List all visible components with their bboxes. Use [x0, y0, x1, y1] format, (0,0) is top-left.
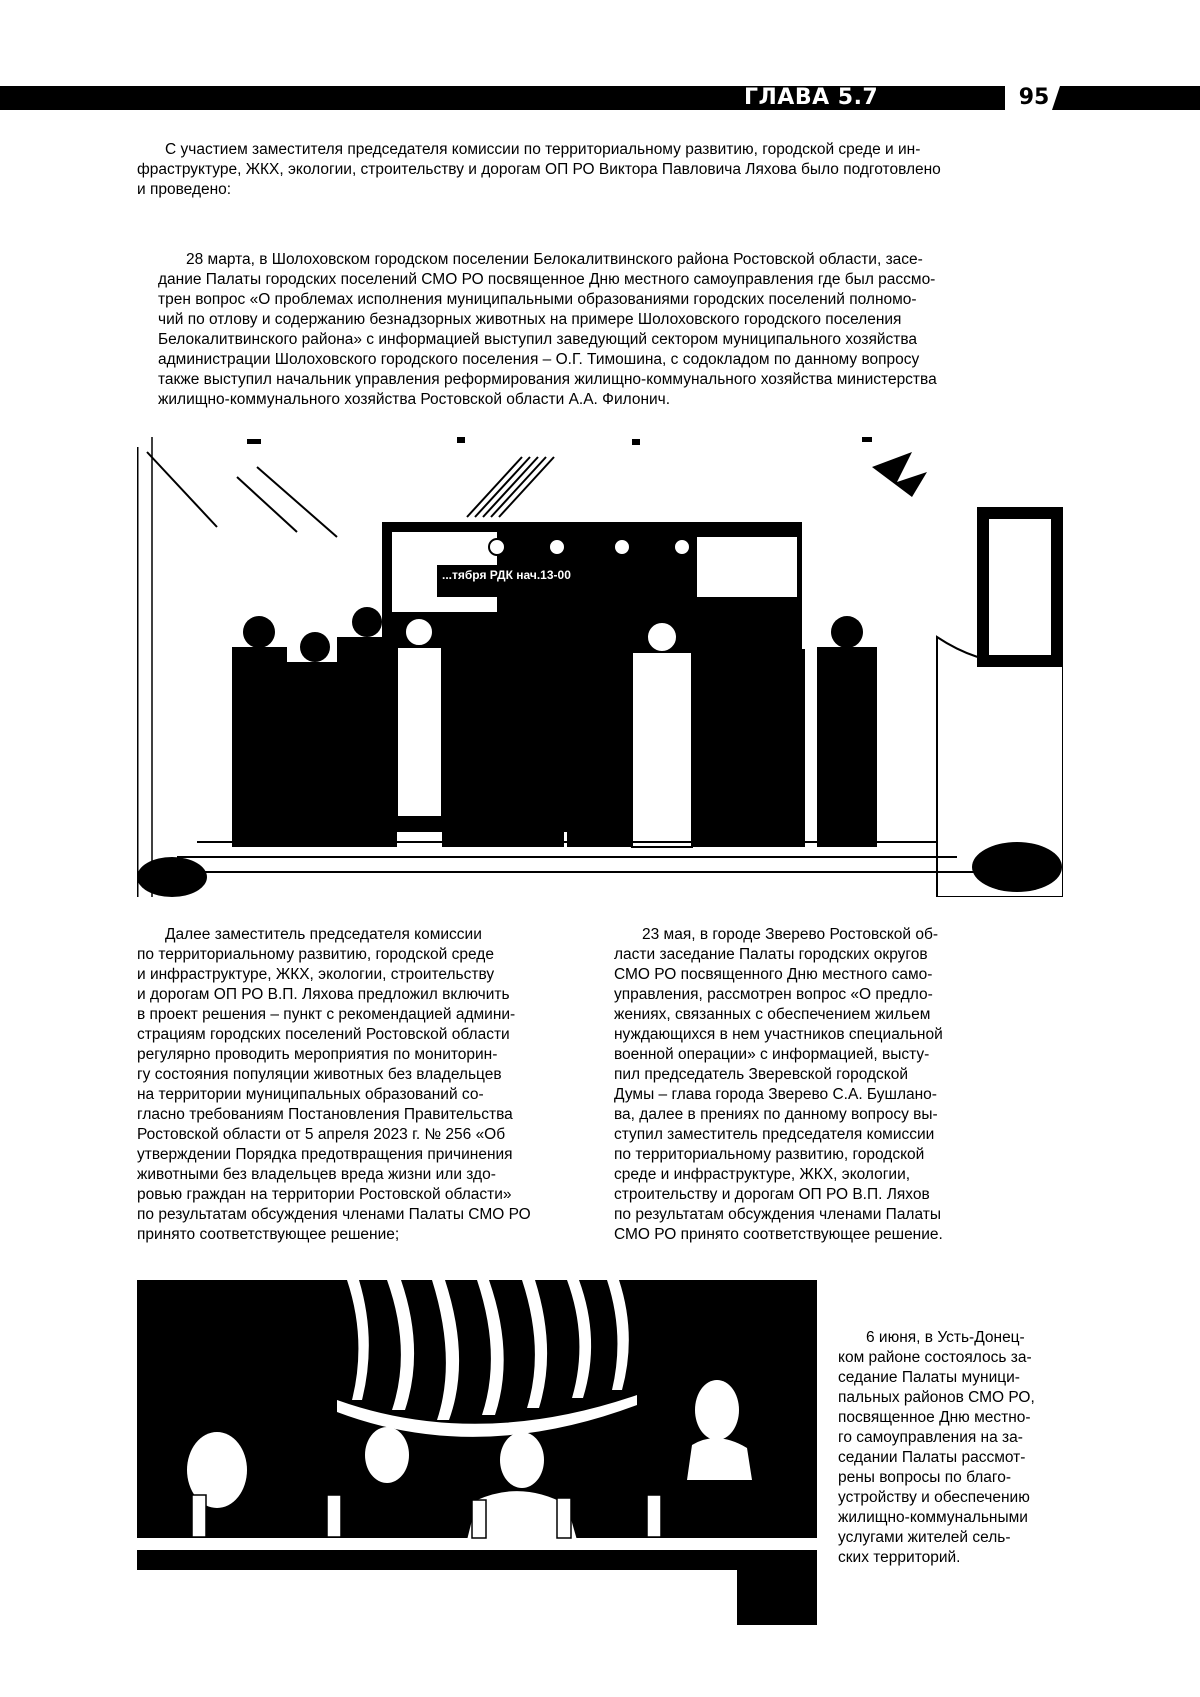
- right-column-line: по результатам обсуждения членами Палаты: [614, 1206, 941, 1223]
- right-column-line: СМО РО посвященного Дню местного само-: [614, 966, 933, 983]
- right-column-line: ступил заместитель председателя комиссии: [614, 1126, 935, 1143]
- left-column-line: гласно требованиям Постановления Правительства: [137, 1106, 513, 1123]
- march-line: также выступил начальник управления реформирования жилищно-коммунального хозяйства министерства: [158, 371, 937, 388]
- right-column-line: по территориальному развитию, городской: [614, 1146, 925, 1163]
- march-line: 28 марта, в Шолоховском городском поселении Белокалитвинского района Ростовской области, засе-: [186, 251, 923, 268]
- march-paragraph: [158, 250, 1058, 410]
- june-line: рены вопросы по благо-: [838, 1469, 1012, 1486]
- right-column-line: пил председатель Зверевской городской: [614, 1066, 909, 1083]
- banner-text: ...тября РДК нач.13-00: [442, 568, 571, 582]
- group-photo: [137, 437, 1063, 897]
- left-column-line: и дорогам ОП РО В.П. Ляхова предложил включить: [137, 986, 510, 1003]
- june-line: го самоуправления на за-: [838, 1429, 1023, 1446]
- left-column-line: принято соответствующее решение;: [137, 1226, 400, 1243]
- right-column-line: СМО РО принято соответствующее решение.: [614, 1226, 943, 1243]
- june-line: устройству и обеспечению: [838, 1489, 1030, 1506]
- left-column-line: на территории муниципальных образований со-: [137, 1086, 484, 1103]
- right-column-line: управления, рассмотрен вопрос «О предло-: [614, 986, 933, 1003]
- intro-line: и проведено:: [137, 181, 232, 198]
- right-column-line: ва, далее в прениях по данному вопросу вы-: [614, 1106, 938, 1123]
- left-column-line: в проект решения – пункт с рекомендацией админи-: [137, 1006, 516, 1023]
- june-line: седании Палаты рассмот-: [838, 1449, 1026, 1466]
- right-column-line: нуждающихся в нем участников специальной: [614, 1026, 943, 1043]
- march-line: дание Палаты городских поселений СМО РО посвященное Дню местного самоуправления где был рассмо-: [158, 271, 936, 288]
- june-line: ком районе состоялось за-: [838, 1349, 1032, 1366]
- right-column-line: строительству и дорогам ОП РО В.П. Ляхов: [614, 1186, 930, 1203]
- june-line: услугами жителей сель-: [838, 1529, 1011, 1546]
- page-number: 95: [1018, 85, 1050, 110]
- group-photo-illustration: [137, 437, 1063, 897]
- left-column-line: Ростовской области от 5 апреля 2023 г. № 256 «Об: [137, 1126, 506, 1143]
- right-column-line: среде и инфраструктуре, ЖКХ, экологии,: [614, 1166, 911, 1183]
- march-line: администрации Шолоховского городского поселения – О.Г. Тимошина, с содокладом по данному вопросу: [158, 351, 920, 368]
- march-line: жилищно-коммунального хозяйства Ростовской области А.А. Филонич.: [158, 391, 671, 408]
- right-column-paragraph: [614, 925, 1014, 1245]
- right-column-line: 23 мая, в городе Зверево Ростовской об-: [642, 926, 939, 943]
- right-column-line: военной операции» с информацией, высту-: [614, 1046, 930, 1063]
- chapter-title: ГЛАВА 5.7: [744, 85, 879, 110]
- left-column-line: животными без владельцев вреда жизни или здо-: [137, 1166, 496, 1183]
- left-column-line: утверждении Порядка предотвращения причинения: [137, 1146, 513, 1163]
- june-paragraph: [838, 1328, 1063, 1568]
- left-column-line: ровью граждан на территории Ростовской области»: [137, 1186, 512, 1203]
- june-line: жилищно-коммунальными: [838, 1509, 1028, 1526]
- march-line: Белокалитвинского района» с информацией выступил заведующий сектором муниципального хозяйства: [158, 331, 918, 348]
- chapter-header-bar: [0, 86, 1200, 110]
- march-line: трен вопрос «О проблемах исполнения муниципальными образованиями городских поселений полномо-: [158, 291, 917, 308]
- left-column-line: регулярно проводить мероприятия по мониторин-: [137, 1046, 498, 1063]
- left-column-line: по результатам обсуждения членами Палаты СМО РО: [137, 1206, 531, 1223]
- june-line: посвященное Дню местно-: [838, 1409, 1031, 1426]
- meeting-photo: [137, 1280, 817, 1625]
- intro-line: фраструктуре, ЖКХ, экологии, строительству и дорогам ОП РО Виктора Павловича Ляхова было подготовлено: [137, 161, 941, 178]
- june-line: ских территорий.: [838, 1549, 961, 1566]
- march-line: чий по отлову и содержанию безнадзорных животных на примере Шолоховского городского поселения: [158, 311, 902, 328]
- intro-paragraph: [137, 140, 1067, 200]
- left-column-line: Далее заместитель председателя комиссии: [165, 926, 482, 943]
- right-column-line: жениях, связанных с обеспечением жильем: [614, 1006, 931, 1023]
- left-column-line: по территориальному развитию, городской среде: [137, 946, 494, 963]
- june-line: 6 июня, в Усть-Донец-: [866, 1329, 1025, 1346]
- meeting-photo-illustration: [137, 1280, 817, 1625]
- right-column-line: ласти заседание Палаты городских округов: [614, 946, 928, 963]
- left-column-paragraph: [137, 925, 597, 1245]
- left-column-line: гу состояния популяции животных без владельцев: [137, 1066, 502, 1083]
- june-line: пальных районов СМО РО,: [838, 1389, 1035, 1406]
- right-column-line: Думы – глава города Зверево С.А. Бушлано-: [614, 1086, 937, 1103]
- intro-line: С участием заместителя председателя комиссии по территориальному развитию, городской среде и ин-: [165, 141, 921, 158]
- june-line: седание Палаты муници-: [838, 1369, 1020, 1386]
- left-column-line: и инфраструктуре, ЖКХ, экологии, строительству: [137, 966, 495, 983]
- header-band-right: [1060, 86, 1200, 110]
- left-column-line: страциям городских поселений Ростовской области: [137, 1026, 510, 1043]
